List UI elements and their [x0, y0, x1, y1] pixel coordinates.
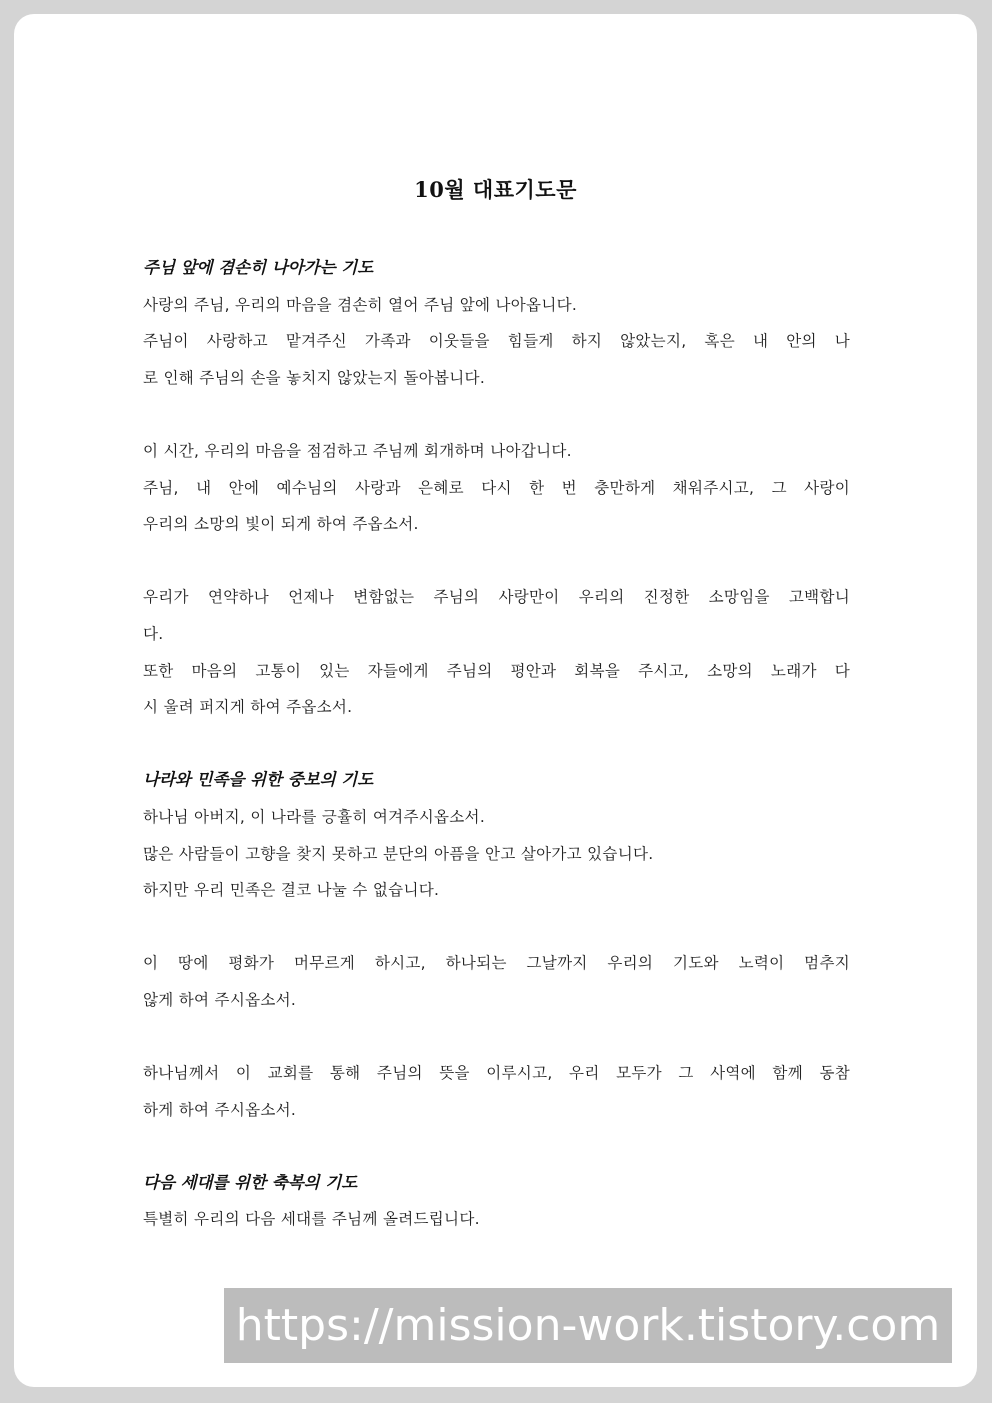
text-line: 이 시간, 우리의 마음을 점검하고 주님께 회개하며 나아갑니다. — [143, 441, 572, 460]
text-line: 특별히 우리의 다음 세대를 주님께 올려드립니다. — [143, 1210, 480, 1229]
text-line: 우리가 연약하나 언제나 변함없는 주님의 사랑만이 우리의 진정한 소망임을 고백합니 — [143, 588, 850, 607]
text-line: 우리의 소망의 빛이 되게 하여 주옵소서. — [143, 515, 419, 534]
paragraph-gap — [143, 543, 850, 580]
paragraph-gap — [143, 726, 850, 763]
paragraph-gap — [143, 909, 850, 946]
section-heading: 주님 앞에 겸손히 나아가는 기도 — [143, 258, 374, 277]
text-line: 많은 사람들이 고향을 찾지 못하고 분단의 아픔을 안고 살아가고 있습니다. — [143, 844, 654, 863]
paragraph-gap — [143, 1018, 850, 1055]
text-line: 주님이 사랑하고 맡겨주신 가족과 이웃들을 힘들게 하지 않았는지, 혹은 내 안의 나 — [143, 332, 850, 351]
page-title: 10월 대표기도문 — [414, 177, 577, 202]
text-line: 다. — [143, 624, 164, 643]
document-body — [143, 250, 850, 1238]
text-line: 또한 마음의 고통이 있는 자들에게 주님의 평안과 회복을 주시고, 소망의 노래가 다 — [143, 661, 850, 680]
text-line: 하나님께서 이 교회를 통해 주님의 뜻을 이루시고, 우리 모두가 그 사역에 함께 동참 — [143, 1064, 850, 1083]
text-line: 하나님 아버지, 이 나라를 긍휼히 여겨주시옵소서. — [143, 807, 486, 826]
text-line: 사랑의 주님, 우리의 마음을 겸손히 열어 주님 앞에 나아옵니다. — [143, 295, 578, 314]
section-heading: 다음 세대를 위한 축복의 기도 — [143, 1172, 358, 1192]
paragraph-gap — [143, 1128, 850, 1165]
section-heading: 나라와 민족을 위한 중보의 기도 — [143, 770, 374, 790]
text-line: 않게 하여 주시옵소서. — [143, 990, 297, 1009]
document-page — [14, 14, 977, 1387]
text-line: 로 인해 주님의 손을 놓치지 않았는지 돌아봅니다. — [143, 368, 486, 387]
text-line: 시 울려 퍼지게 하여 주옵소서. — [143, 698, 353, 717]
text-line: 이 땅에 평화가 머무르게 하시고, 하나되는 그날까지 우리의 기도와 노력이 멈추지 — [143, 954, 850, 973]
text-line: 주님, 내 안에 예수님의 사랑과 은혜로 다시 한 번 충만하게 채워주시고, 그 사랑이 — [143, 478, 850, 497]
text-line: 하지만 우리 민족은 결코 나눌 수 없습니다. — [143, 881, 440, 900]
paragraph-gap — [143, 396, 850, 433]
text-line: 하게 하여 주시옵소서. — [143, 1100, 297, 1119]
watermark-url: https://mission-work.tistory.com — [224, 1288, 952, 1363]
